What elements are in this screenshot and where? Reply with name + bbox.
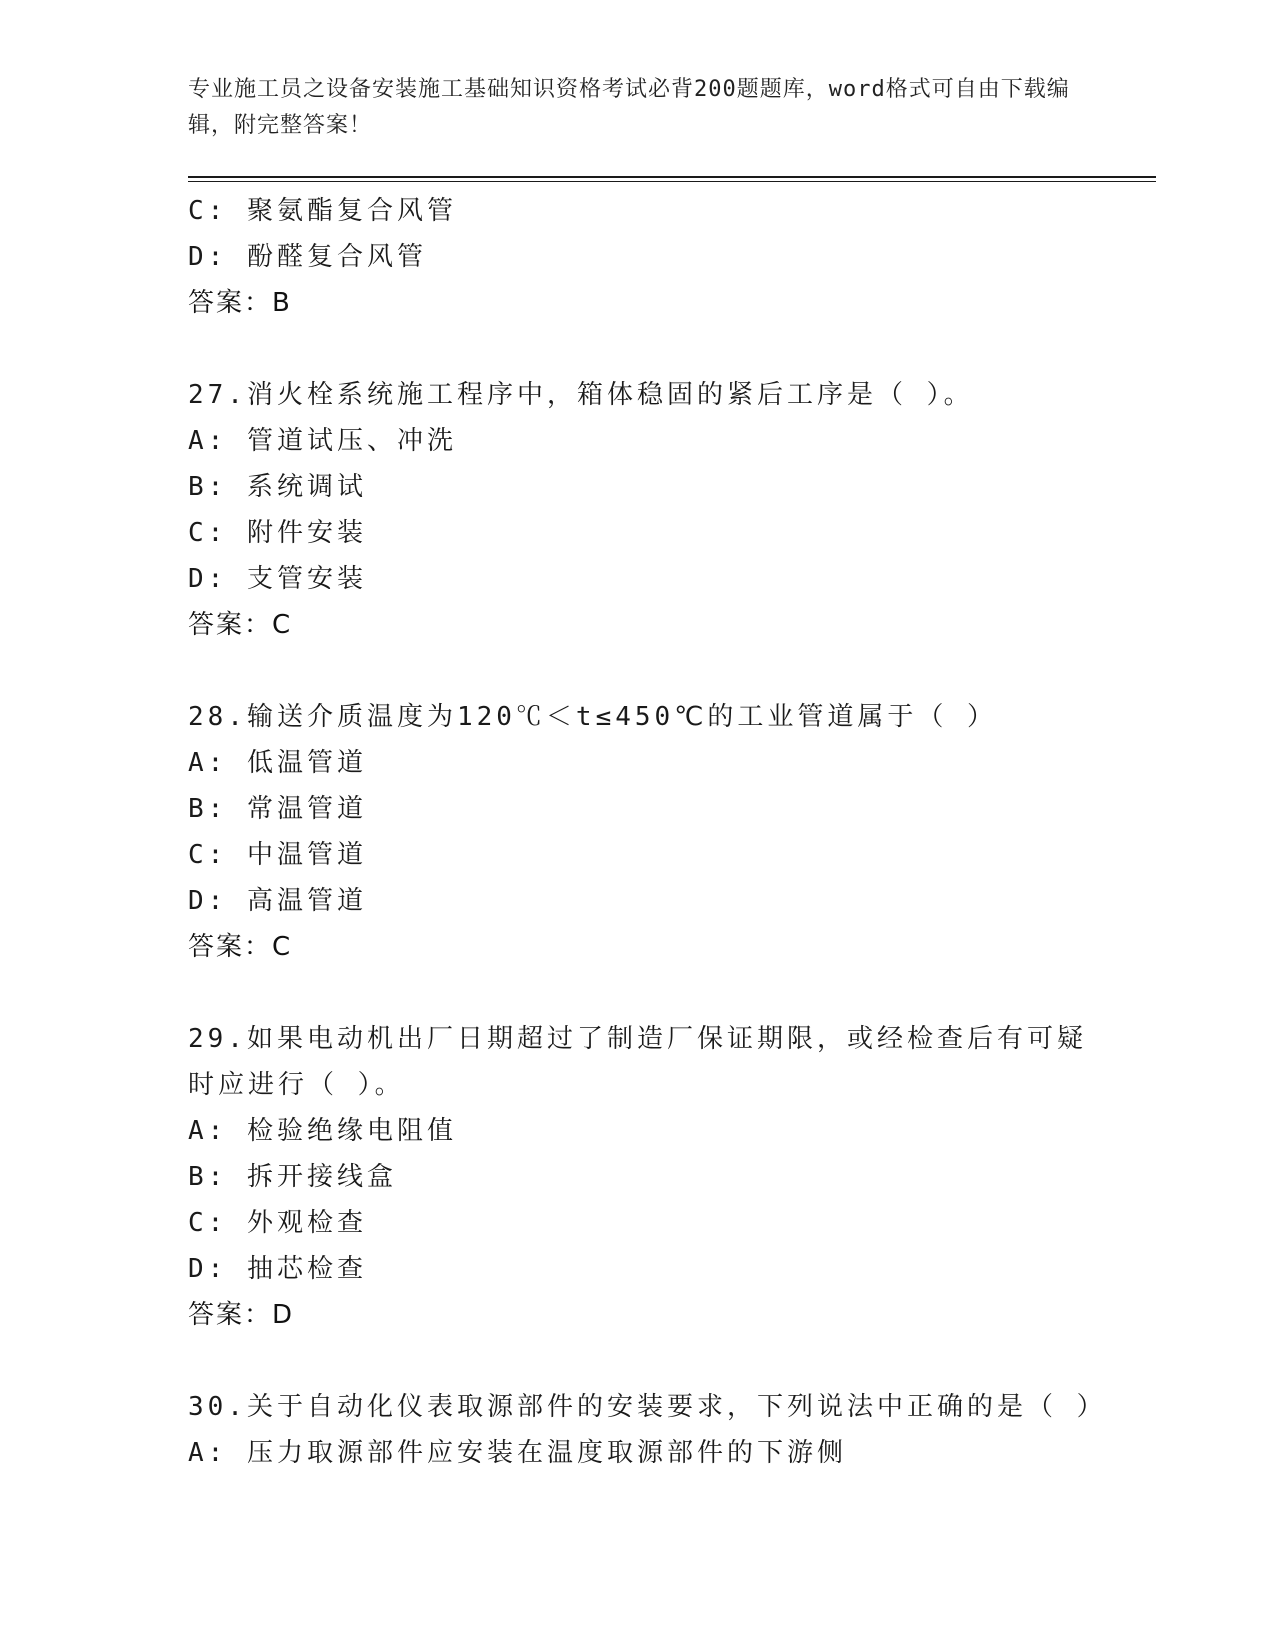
question-27 (188, 372, 1088, 648)
option-line (188, 1246, 1088, 1292)
option-line (188, 464, 1088, 510)
option-label: A: (188, 748, 228, 778)
question-number: 29. (188, 1024, 247, 1054)
answer-line: 答案：D (188, 1300, 295, 1330)
spacer (188, 648, 1148, 694)
option-text: 压力取源部件应安装在温度取源部件的下游侧 (246, 1438, 847, 1468)
option-text: 常温管道 (246, 794, 367, 824)
option-label: A: (188, 1116, 228, 1146)
question-stem (188, 372, 1088, 418)
option-text: 检验绝缘电阻值 (246, 1116, 457, 1146)
question-30 (188, 1384, 1107, 1476)
option-label: D: (188, 242, 228, 272)
question-text: 消火栓系统施工程序中，箱体稳固的紧后工序是（ ）。 (246, 380, 974, 410)
option-line (188, 510, 1088, 556)
option-label: D: (188, 886, 228, 916)
question-stem (188, 1016, 1088, 1108)
option-line (188, 878, 1088, 924)
option-label: C: (188, 196, 228, 226)
option-text: 支管安装 (246, 564, 367, 594)
question-text: 如果电动机出厂日期超过了制造厂保证期限，或经检查后有可疑时应进行（ ）。 (188, 1024, 1087, 1100)
option-line (188, 1108, 1088, 1154)
question-stem (188, 1384, 1107, 1430)
option-text: 抽芯检查 (246, 1254, 367, 1284)
option-line (188, 234, 1088, 280)
option-label: A: (188, 426, 228, 456)
option-text: 聚氨酯复合风管 (246, 196, 457, 226)
option-line (188, 786, 1088, 832)
question-number: 28. (188, 702, 247, 732)
question-number: 30. (188, 1392, 247, 1422)
question-fragment (188, 188, 1088, 326)
option-label: B: (188, 1162, 228, 1192)
document-body (188, 188, 1148, 1476)
answer-line: 答案：C (188, 932, 293, 962)
question-29 (188, 1016, 1088, 1338)
document-header: 专业施工员之设备安装施工基础知识资格考试必背200题题库，word格式可自由下载编辑，附完整答案！ (188, 77, 1070, 138)
question-text: 输送介质温度为120℃＜t≤450℃的工业管道属于（ ） (246, 702, 998, 732)
option-line (188, 832, 1088, 878)
header-divider-thin (188, 181, 1156, 182)
option-text: 低温管道 (246, 748, 367, 778)
option-line (188, 1200, 1088, 1246)
question-text: 关于自动化仪表取源部件的安装要求，下列说法中正确的是（ ） (246, 1392, 1107, 1422)
option-label: D: (188, 1254, 228, 1284)
question-number: 27. (188, 380, 247, 410)
option-label: D: (188, 564, 228, 594)
answer-line: 答案：B (188, 288, 292, 318)
option-line (188, 1430, 1088, 1476)
option-line (188, 556, 1088, 602)
answer-line: 答案：C (188, 610, 293, 640)
option-text: 中温管道 (246, 840, 367, 870)
spacer (188, 1338, 1148, 1384)
option-label: B: (188, 794, 228, 824)
option-label: B: (188, 472, 228, 502)
option-text: 高温管道 (246, 886, 367, 916)
option-label: A: (188, 1438, 228, 1468)
header-divider-thick (188, 176, 1156, 178)
option-text: 外观检查 (246, 1208, 367, 1238)
spacer (188, 326, 1148, 372)
spacer (188, 970, 1148, 1016)
option-line (188, 1154, 1088, 1200)
question-stem (188, 694, 1088, 740)
question-28 (188, 694, 1088, 970)
option-label: C: (188, 1208, 228, 1238)
option-line (188, 418, 1088, 464)
option-label: C: (188, 840, 228, 870)
option-label: C: (188, 518, 228, 548)
option-line (188, 740, 1088, 786)
option-text: 拆开接线盒 (246, 1162, 397, 1192)
option-text: 附件安装 (246, 518, 367, 548)
option-text: 系统调试 (246, 472, 367, 502)
option-text: 酚醛复合风管 (246, 242, 427, 272)
option-line (188, 188, 1088, 234)
option-text: 管道试压、冲洗 (246, 426, 457, 456)
